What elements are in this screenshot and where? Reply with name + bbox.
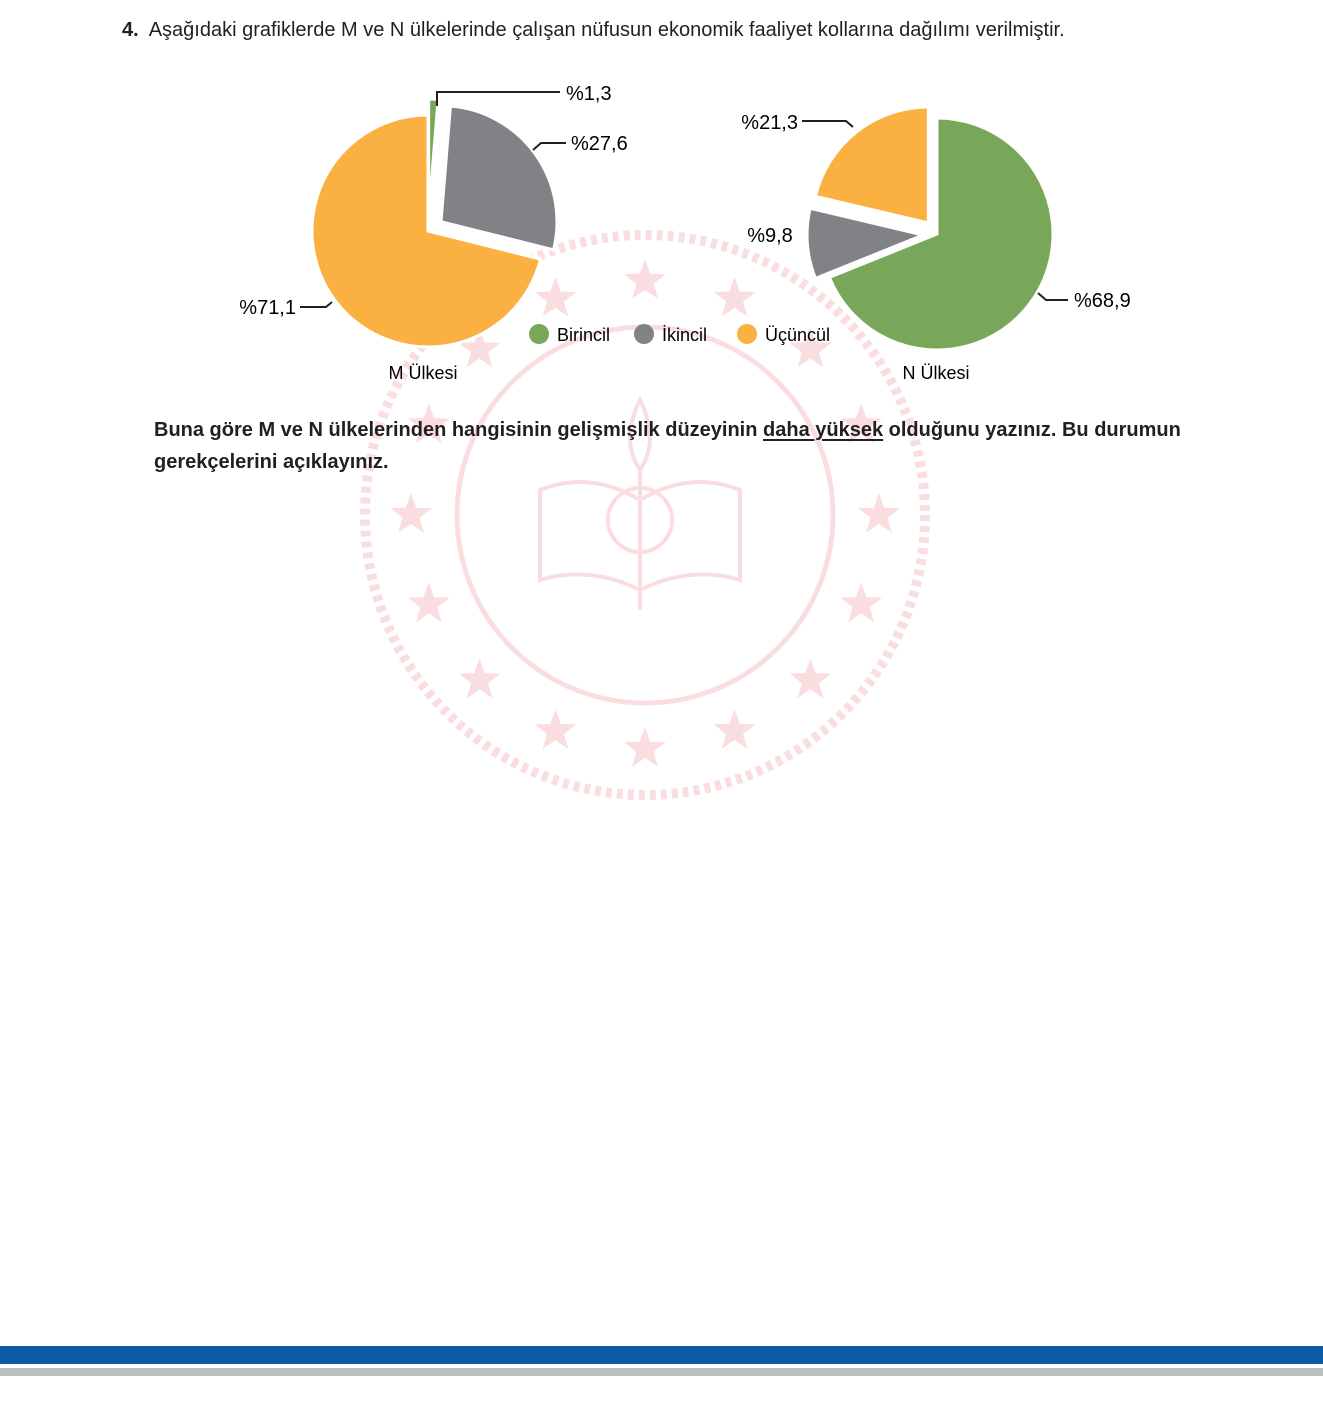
legend-swatch-birincil: [529, 324, 549, 344]
watermark-star-icon: [714, 709, 756, 749]
slice-label-m-birincil: %1,3: [566, 83, 612, 105]
pie-slices-m: [312, 99, 557, 347]
legend-swatch-ikincil: [634, 324, 654, 344]
legend-label-ikincil: İkincil: [662, 325, 708, 345]
leader-line-n-ucuncul: [802, 121, 853, 127]
slice-label-m-ikincil: %27,6: [571, 133, 628, 155]
leader-line-n-birincil: [1038, 293, 1068, 300]
legend-label-birincil: Birincil: [557, 325, 611, 345]
watermark-star-icon: [408, 583, 450, 623]
watermark-star-icon: [624, 727, 666, 767]
pie-slice-n-ucuncul: [815, 107, 928, 223]
slice-label-m-ucuncul: %71,1: [239, 297, 296, 319]
prompt-emphasis: daha yüksek: [763, 419, 884, 441]
pie-charts: [0, 0, 1323, 420]
question-body: Aşağıdaki grafiklerde M ve N ülkelerinde çalışan nüfusun ekonomik faaliyet kollarına dağılımı verilmiştir.: [148, 19, 1065, 41]
legend-label-ucuncul: Üçüncül: [765, 325, 831, 345]
watermark-star-icon: [858, 493, 900, 533]
prompt-part-1: Buna göre M ve N ülkelerinden hangisinin gelişmişlik düzeyinin: [154, 419, 764, 441]
slice-label-n-ikincil: %9,8: [747, 225, 793, 247]
pie-slices-n: [807, 107, 1053, 350]
question-prompt: [154, 414, 1214, 478]
legend: [529, 324, 830, 345]
slice-label-n-birincil: %68,9: [1074, 290, 1131, 312]
prompt-part-2: olduğunu yazınız. Bu durumun gerekçelerini açıklayınız.: [154, 419, 1181, 473]
question-number: 4.: [122, 19, 139, 41]
footer-bar-blue: [0, 1346, 1323, 1364]
leader-line-m-ikincil: [533, 143, 566, 150]
watermark-star-icon: [459, 658, 501, 698]
chart-title-m: M Ülkesi: [388, 363, 458, 383]
watermark-star-icon: [840, 583, 882, 623]
pie-slice-m-birincil: [429, 99, 438, 215]
watermark-star-icon: [535, 709, 577, 749]
watermark-star-icon: [390, 493, 432, 533]
watermark-star-icon: [790, 658, 832, 698]
slice-label-n-ucuncul: %21,3: [741, 112, 798, 134]
pie-slice-m-ikincil: [441, 106, 557, 250]
legend-swatch-ucuncul: [737, 324, 757, 344]
chart-title-n: N Ülkesi: [902, 363, 970, 383]
footer-bar-gray: [0, 1368, 1323, 1376]
leader-line-m-ucuncul: [300, 302, 332, 307]
